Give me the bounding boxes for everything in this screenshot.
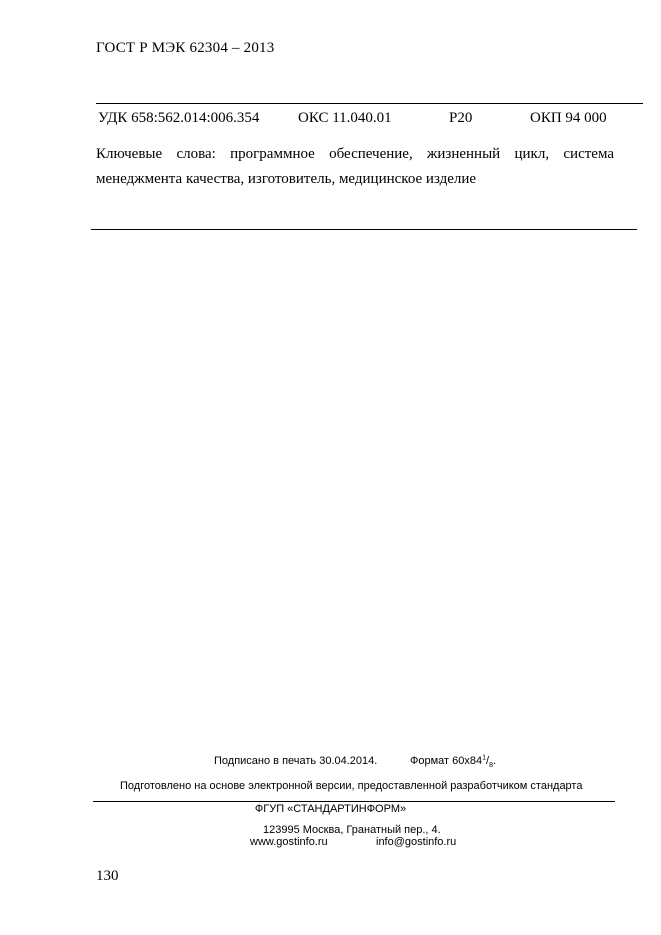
format-prefix: Формат 60x84 xyxy=(410,755,483,767)
imprint-divider xyxy=(93,801,615,802)
keywords-divider xyxy=(91,229,637,230)
format-denominator: 8 xyxy=(489,762,493,770)
header-divider xyxy=(96,103,643,104)
publisher-website: www.gostinfo.ru xyxy=(250,836,328,848)
document-header: ГОСТ Р МЭК 62304 – 2013 xyxy=(96,40,275,56)
format-slash: / xyxy=(486,755,490,767)
format-suffix: . xyxy=(492,755,497,767)
signed-to-print: Подписано в печать 30.04.2014. xyxy=(214,755,378,767)
publisher-address: 123995 Москва, Гранатный пер., 4. xyxy=(263,824,441,836)
keywords-line-1: Ключевые слова: программное обеспечение, жизненный цикл, система xyxy=(96,146,614,162)
okp-code: ОКП 94 000 xyxy=(530,110,607,126)
format-numerator: 1 xyxy=(482,754,487,762)
publisher-email: info@gostinfo.ru xyxy=(376,836,457,848)
page-number: 130 xyxy=(96,868,119,884)
keywords-block xyxy=(96,142,614,192)
print-format xyxy=(410,754,497,770)
group-code: Р20 xyxy=(449,110,473,126)
keywords-line-2: менеджмента качества, изготовитель, медицинское изделие xyxy=(96,171,477,187)
udk-code: УДК 658:562.014:006.354 xyxy=(98,110,260,126)
preparation-note: Подготовлено на основе электронной версии, предоставленной разработчиком стандарта xyxy=(120,780,583,792)
publisher-name: ФГУП «СТАНДАРТИНФОРМ» xyxy=(254,803,407,815)
oks-code: ОКС 11.040.01 xyxy=(298,110,392,126)
